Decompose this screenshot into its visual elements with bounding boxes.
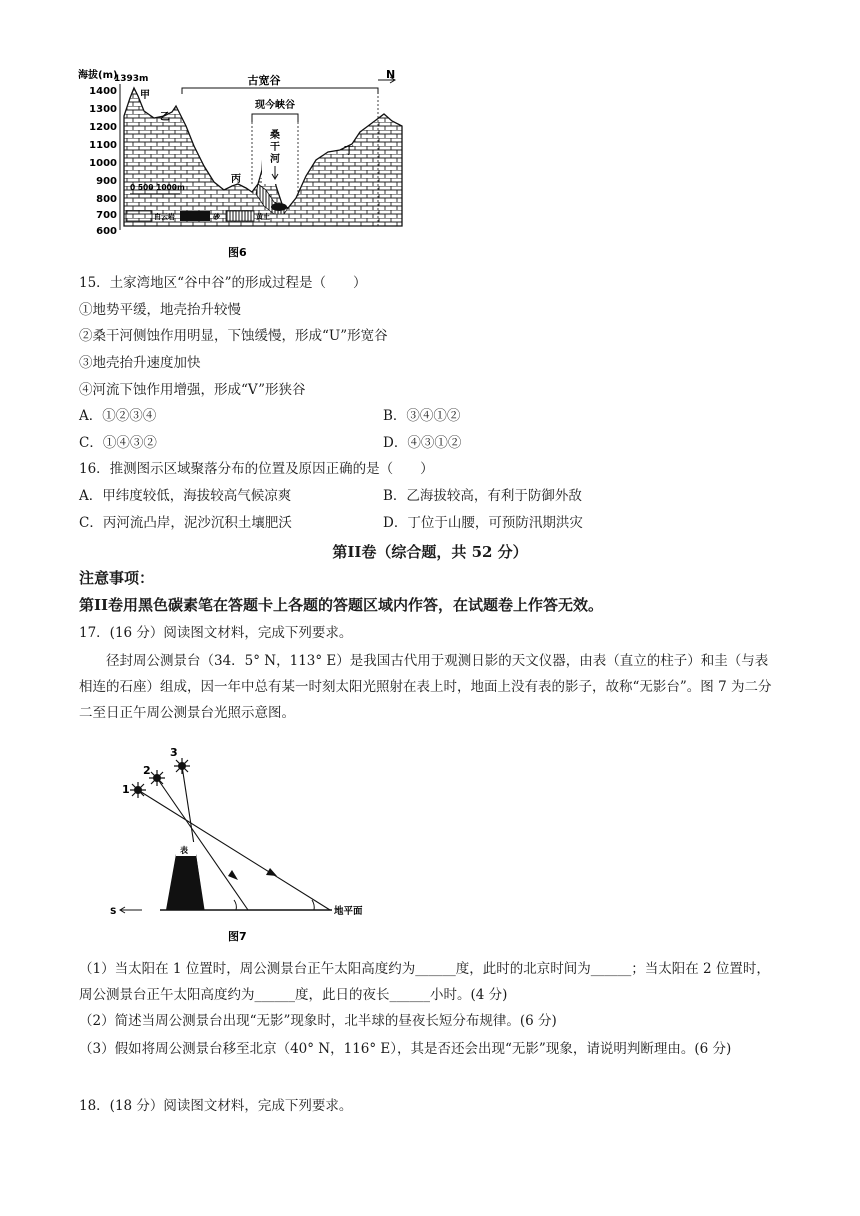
q15-statement-3: ③地壳抬升速度加快 [79,355,201,371]
q15-option-b[interactable]: B．③④①② [383,408,461,424]
q16-option-b[interactable]: B．乙海拔较高，有利于防御外敌 [383,488,582,504]
q15-option-c[interactable]: C．①④③② [79,435,157,451]
figure-7-sunlight-diagram [100,742,390,948]
modern-gorge-label: 现今峡谷 [255,100,295,111]
sun-3-label: 3 [170,746,178,759]
north-label: N [386,68,396,81]
y-tick: 900 [96,176,117,187]
q15-option-d[interactable]: D．④③①② [383,435,462,451]
gnomon-label: 表 [180,846,188,855]
y-tick: 1200 [89,122,117,133]
river-label-1: 桑 [270,130,280,141]
legend-dolomite-swatch [126,211,152,221]
figure-6-valley-profile [76,66,412,266]
q16-stem: 16．推测图示区域聚落分布的位置及原因正确的是（ ） [79,461,434,477]
legend-loess-label: 黄土 [256,213,270,221]
q17-part-3: （3）假如将周公测景台移至北京（40° N，116° E），其是否还会出现“无影”现象，请说明判断理由。(6 分) [79,1041,732,1057]
q17-stem: 17．(16 分）阅读图文材料，完成下列要求。 [79,625,353,641]
river-channel [271,203,287,211]
q17-material: 径封周公测景台（34．5° N，113° E）是我国古代用于观测日影的天文仪器，由表（直立的柱子）和圭（与表相连的石座）组成，因一年中总有某一时刻太阳光照射在表上时，地面上没有表的影子，故称“无影台”。图 7 为二分二至日正午周公测景台光照示意图。 [79,653,772,721]
legend-sand-swatch [180,211,210,221]
q17-part-1: （1）当太阳在 1 位置时，周公测景台正午太阳高度约为______度，此时的北京时间为______；当太阳在 2 位置时，周公测景台正午太阳高度约为______度，此日的夜长______小时。(4 分) [79,961,770,1003]
south-label: S [110,907,117,917]
point-jia: 甲 [140,90,150,101]
point-yi: 乙 [160,112,170,123]
q18-stem: 18．(18 分）阅读图文材料，完成下列要求。 [79,1098,353,1114]
ancient-valley-bracket [182,88,378,94]
legend-loess-swatch [226,211,254,221]
q16-option-d[interactable]: D．丁位于山腰，可预防汛期洪灾 [383,515,583,531]
y-tick: 1000 [89,158,117,169]
notice-text: 第II卷用黑色碳素笔在答题卡上各题的答题区域内作答，在试题卷上作答无效。 [79,596,604,614]
y-tick: 1100 [89,140,117,151]
sun-ray-1 [138,790,330,910]
y-tick: 700 [96,210,117,221]
notice-title: 注意事项： [79,569,155,587]
q15-statement-1: ①地势平缓，地壳抬升较慢 [79,302,241,318]
ancient-valley-label: 古宽谷 [247,74,281,87]
y-tick: 1400 [89,86,117,97]
y-tick: 800 [96,194,117,205]
y-tick: 600 [96,226,117,237]
y-tick: 1300 [89,104,117,115]
ground-label: 地平面 [334,906,363,917]
river-label-2: 干 [270,142,280,153]
section-2-title: 第II卷（综合题，共 52 分） [332,543,528,561]
q15-statement-2: ②桑干河侧蚀作用明显，下蚀缓慢，形成“U”形宽谷 [79,328,388,344]
peak-label: 1393m [114,74,149,84]
ray-arrow-icon [266,868,277,876]
q15-option-a[interactable]: A．①②③④ [79,408,157,424]
legend-sand-label: 砂 [213,213,220,221]
q16-option-a[interactable]: A．甲纬度较低，海拔较高气候凉爽 [79,488,292,504]
y-axis-label: 海拔(m) [78,70,118,81]
q15-stem: 15．土家湾地区“谷中谷”的形成过程是（ ） [79,275,367,291]
scale-label: 0 500 1000m [130,183,185,192]
ray-arrow-icon [228,870,238,880]
south-arrow-icon [120,907,142,913]
point-ding: 丁 [344,146,354,157]
sun-2-label: 2 [143,764,151,777]
river-label-3: 河 [270,154,280,165]
figure-7-caption: 图7 [228,930,247,943]
gnomon-biao [166,854,204,910]
q16-option-c[interactable]: C．丙河流凸岸，泥沙沉积土壤肥沃 [79,515,292,531]
point-bing: 丙 [231,174,241,185]
sun-1-label: 1 [122,783,130,796]
figure-6-caption: 图6 [228,246,247,259]
legend-dolomite-label: 白云岩 [154,213,175,221]
q15-statement-4: ④河流下蚀作用增强，形成“V”形狭谷 [79,382,306,398]
y-tick-labels [89,86,117,237]
q17-part-2: （2）简述当周公测景台出现“无影”现象时，北半球的昼夜长短分布规律。(6 分) [79,1013,557,1029]
